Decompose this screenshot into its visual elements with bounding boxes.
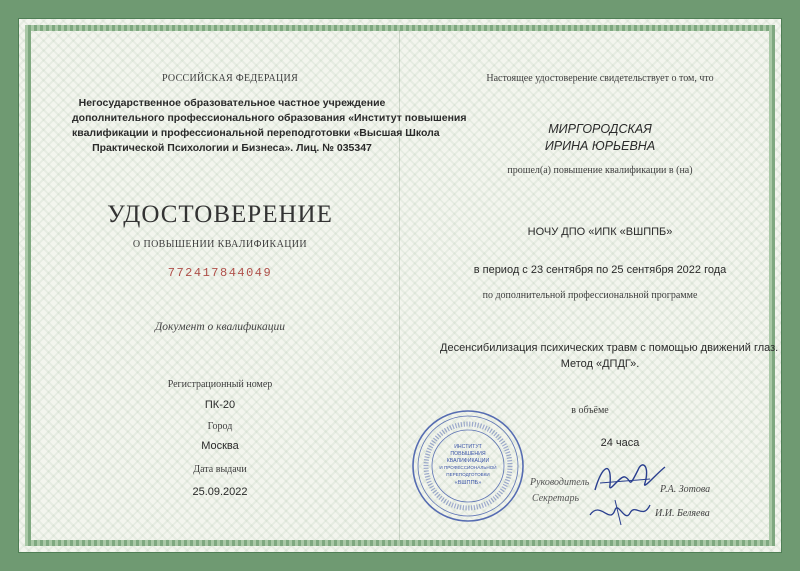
holder-given-name: ИРИНА ЮРЬЕВНА xyxy=(544,139,656,153)
document-title: УДОСТОВЕРЕНИЕ xyxy=(107,201,333,228)
org-line-2: дополнительного профессионального образования «Институт повышения xyxy=(72,112,467,124)
document-subtitle: О ПОВЫШЕНИИ КВАЛИФИКАЦИИ xyxy=(132,239,308,250)
document-type: Документ о квалификации xyxy=(154,321,286,333)
institution-name: НОЧУ ДПО «ИПК «ВШППБ» xyxy=(527,226,673,238)
volume-value: 24 часа xyxy=(600,437,640,449)
holder-surname: МИРГОРОДСКАЯ xyxy=(548,122,652,136)
volume-label: в объёме xyxy=(571,405,609,416)
holder-name xyxy=(500,121,700,155)
secretary-label: Секретарь xyxy=(532,493,580,504)
passed-text: прошел(а) повышение квалификации в (на) xyxy=(507,165,693,176)
stamp-line-2: ПОВЫШЕНИЯ xyxy=(450,451,486,457)
training-period: в период с 23 сентября по 25 сентября 2022 года xyxy=(473,264,727,276)
registration-label: Регистрационный номер xyxy=(167,379,273,390)
serial-number: 772417844049 xyxy=(167,266,273,280)
issue-date-label: Дата выдачи xyxy=(193,464,247,475)
page-divider xyxy=(399,30,400,540)
org-line-1: Негосударственное образовательное частное учреждение xyxy=(78,97,386,109)
certify-text: Настоящее удостоверение свидетельствует о том, что xyxy=(486,73,714,84)
program-label: по дополнительной профессиональной программе xyxy=(482,290,698,301)
registration-value: ПК-20 xyxy=(204,399,236,411)
organization-name xyxy=(72,96,467,156)
stamp-line-3: КВАЛИФИКАЦИИ xyxy=(446,458,490,464)
stamp-line-4: И ПРОФЕССИОНАЛЬНОЙ xyxy=(439,465,497,470)
secretary-name: И.И. Беляева xyxy=(655,508,710,519)
city-value: Москва xyxy=(201,440,239,452)
stamp-line-1: ИНСТИТУТ xyxy=(454,444,482,450)
stamp-line-5: ПЕРЕПОДГОТОВКИ xyxy=(446,472,490,477)
institution-stamp xyxy=(410,408,526,524)
program-line-1: Десенсибилизация психических травм с помощью движений глаз. xyxy=(440,342,779,354)
city-label: Город xyxy=(207,421,233,432)
org-line-4: Практической Психологии и Бизнеса». Лиц. № 035347 xyxy=(92,142,372,154)
country-label: РОССИЙСКАЯ ФЕДЕРАЦИЯ xyxy=(161,73,299,84)
program-line-2: Метод «ДПДГ». xyxy=(560,358,640,370)
stamp-line-6: «ВШППБ» xyxy=(454,480,482,486)
program-title xyxy=(440,340,779,372)
secretary-signature xyxy=(585,495,655,530)
issue-date-value: 25.09.2022 xyxy=(192,486,248,498)
head-name: Р.А. Зотова xyxy=(660,484,711,495)
org-line-3: квалификации и профессиональной переподготовки «Высшая Школа xyxy=(72,127,440,139)
head-label: Руководитель xyxy=(530,477,590,488)
head-signature xyxy=(590,455,670,500)
